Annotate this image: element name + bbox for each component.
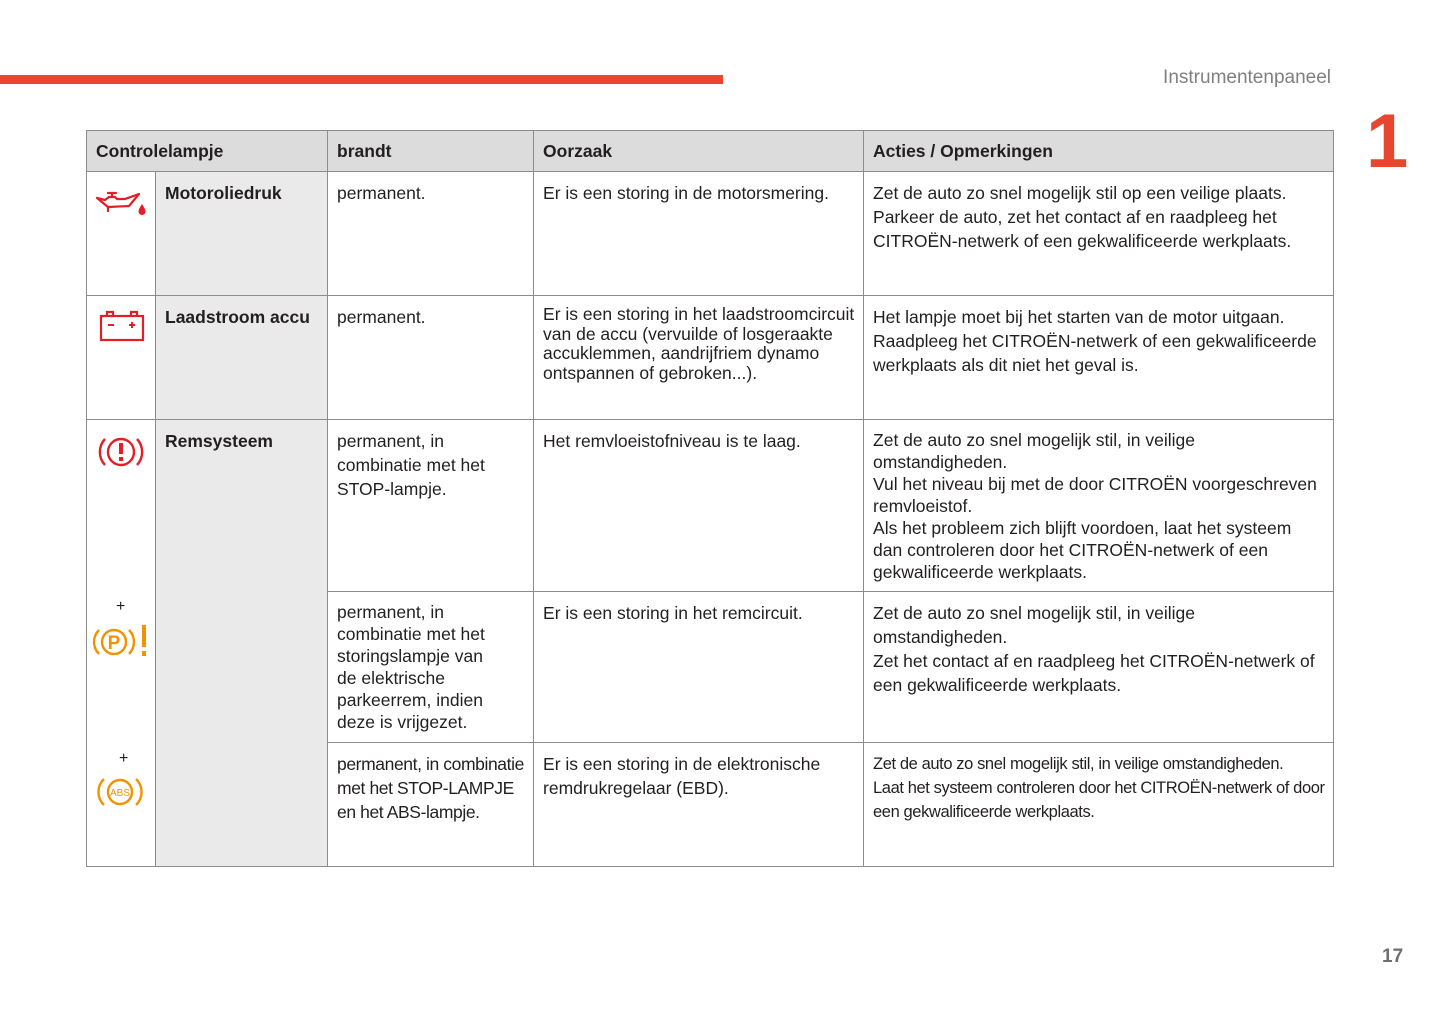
brandt-cell <box>328 592 534 743</box>
brake-warning-icon <box>97 432 145 472</box>
icon-cell <box>87 296 156 420</box>
oorzaak-cell: Het remvloeistofniveau is te laag. <box>534 420 864 592</box>
oorzaak-cell: Er is een storing in het laadstroomcircuit van de accu (vervuilde of losgeraakte accuklemmen, aandrijfriem dynamo ontspannen of gebroken...). <box>534 296 864 420</box>
brandt-cell: permanent, in combinatie met het STOP-LAMPJE en het ABS-lampje. <box>328 743 534 867</box>
lamp-name: Motoroliedruk <box>156 172 328 296</box>
table-row <box>87 420 1334 592</box>
acties-cell: Zet de auto zo snel mogelijk stil op een veilige plaats. Parkeer de auto, zet het contact af en raadpleeg het CITROËN-netwerk of een gekwalificeerde werkplaats. <box>864 172 1334 296</box>
battery-charge-icon <box>99 310 145 342</box>
oil-pressure-icon <box>95 190 149 220</box>
header-brandt: brandt <box>328 131 534 172</box>
brandt-cell: permanent. <box>328 296 534 420</box>
lamp-name: Remsysteem <box>156 420 328 867</box>
oorzaak-cell: Er is een storing in de motorsmering. <box>534 172 864 296</box>
plus-sign: + <box>119 750 129 767</box>
icon-cell <box>87 420 156 867</box>
oorzaak-cell: Er is een storing in het remcircuit. <box>534 592 864 743</box>
brandt-text: permanent, in combinatie met het storingslampje van de elektrische parkeerrem, indien deze is vrijgezet. <box>337 602 485 732</box>
header-acties: Acties / Opmerkingen <box>864 131 1334 172</box>
plus-sign: + <box>116 598 126 615</box>
table-row <box>87 296 1334 420</box>
acties-cell: Zet de auto zo snel mogelijk stil, in veilige omstandigheden. Vul het niveau bij met de door CITROËN voorgeschreven remvloeistof. Als het probleem zich blijft voordoen, laat het systeem dan controleren door het CITROËN-netwerk of een gekwalificeerde werkplaats. <box>864 420 1334 592</box>
section-title: Instrumentenpaneel <box>1163 67 1331 88</box>
svg-text:P: P <box>107 633 121 654</box>
lamp-name: Laadstroom accu <box>156 296 328 420</box>
brandt-cell: permanent, in combinatie met het STOP-lampje. <box>328 420 534 592</box>
acties-cell: Zet de auto zo snel mogelijk stil, in veilige omstandigheden. Zet het contact af en raadpleeg het CITROËN-netwerk of een gekwalificeerde werkplaats. <box>864 592 1334 743</box>
oorzaak-cell: Er is een storing in de elektronische remdrukregelaar (EBD). <box>534 743 864 867</box>
acties-cell: Zet de auto zo snel mogelijk stil, in veilige omstandigheden. Laat het systeem controleren door het CITROËN-netwerk of door een gekwalificeerde werkplaats. <box>864 743 1334 867</box>
table-header-row <box>87 131 1334 172</box>
abs-icon <box>95 772 145 812</box>
header-accent-bar <box>0 75 723 84</box>
chapter-number: 1 <box>1366 99 1409 184</box>
brandt-cell: permanent. <box>328 172 534 296</box>
parking-brake-fault-icon <box>91 622 151 662</box>
warning-lamps-table <box>86 130 1334 867</box>
header-oorzaak: Oorzaak <box>534 131 864 172</box>
abs-icon-text: ABS <box>109 788 131 799</box>
acties-cell: Het lampje moet bij het starten van de motor uitgaan. Raadpleeg het CITROËN-netwerk of een gekwalificeerde werkplaats als dit niet het geval is. <box>864 296 1334 420</box>
icon-cell <box>87 172 156 296</box>
table-row <box>87 172 1334 296</box>
header-controlelampje: Controlelampje <box>87 131 328 172</box>
page-number: 17 <box>1382 946 1404 967</box>
